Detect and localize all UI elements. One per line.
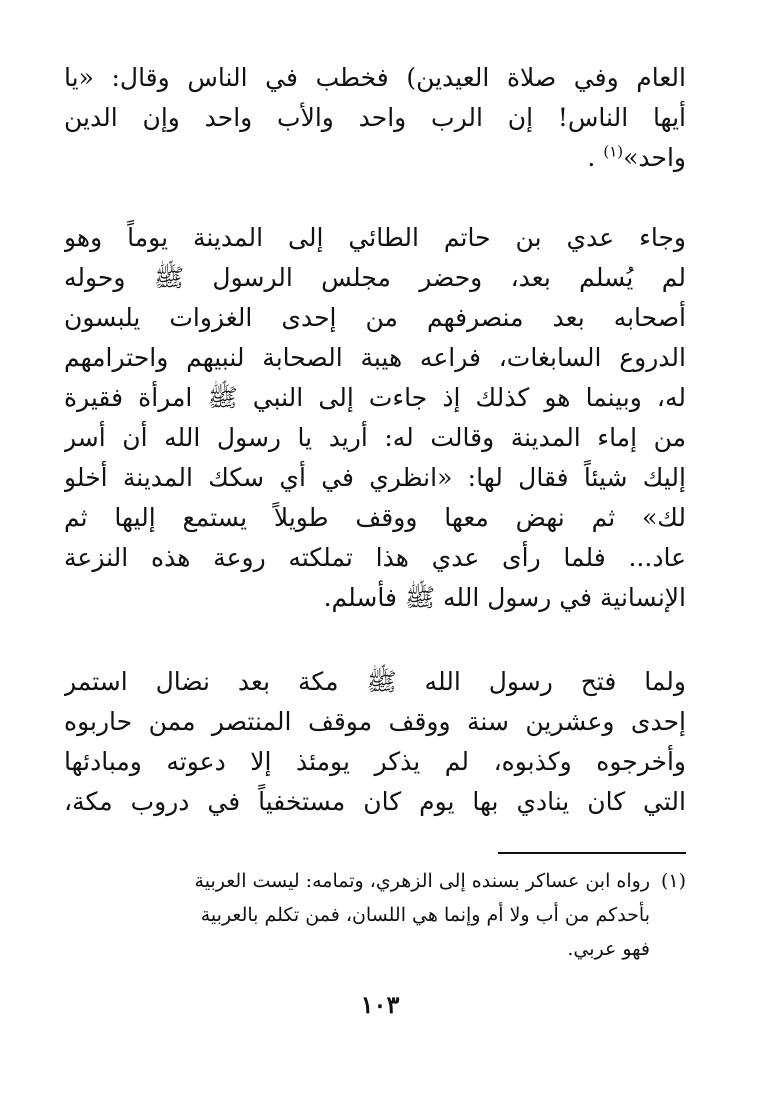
text-line: من إماء المدينة وقالت له: أريد يا رسول الله أن أسر	[64, 423, 686, 452]
text-line: وجاء عدي بن حاتم الطائي إلى المدينة يوماً وهو	[64, 223, 686, 252]
text-line: الإنسانية في رسول الله ﷺ فأسلم.	[323, 583, 686, 612]
page-number: ١٠٣	[360, 990, 400, 1019]
text-line: له، وبينما هو كذلك إذ جاءت إلى النبي ﷺ امرأة فقيرة	[64, 383, 686, 412]
footnote-line: فهو عربي.	[567, 938, 650, 960]
footnote-text: رواه ابن عساكر بسنده إلى الزهري، وتمامه: ليست العربية	[194, 870, 650, 892]
text-line: لم يُسلم بعد، وحضر مجلس الرسول ﷺ وحوله	[64, 263, 686, 292]
text-line: أصحابه بعد منصرفهم من إحدى الغزوات يلبسون	[64, 303, 686, 332]
text-line: إحدى وعشرين سنة ووقف موقف المنتصر ممن حاربوه	[64, 707, 686, 736]
paragraph-1	[64, 58, 686, 178]
text-line: إليك شيئاً فقال لها: «انظري في أي سكك المدينة أخلو	[64, 463, 686, 492]
text-line: عاد... فلما رأى عدي هذا تملكته روعة هذه النزعة	[64, 543, 686, 572]
line-tail: .	[587, 143, 596, 172]
text-line: أيها الناس! إن الرب واحد والأب واحد وإن الدين	[64, 103, 686, 132]
paragraph-2	[64, 218, 686, 618]
paragraph-3	[64, 662, 686, 822]
text-line: التي كان ينادي بها يوم كان مستخفياً في دروب مكة،	[64, 787, 686, 816]
text-line: الدروع السابغات، فراعه هيبة الصحابة لنبيهم واحترامهم	[64, 343, 686, 372]
footnote-divider	[498, 852, 686, 854]
footnote-line: بأحدكم من أب ولا أم وإنما هي اللسان، فمن تكلم بالعربية	[200, 904, 650, 926]
footnote-reference[interactable]: (١)	[603, 142, 624, 161]
text-line-content: واحد»	[623, 143, 686, 172]
text-line: لك» ثم نهض معها ووقف طويلاً يستمع إليها ثم	[64, 503, 686, 532]
footnote	[64, 864, 686, 966]
text-line: ولما فتح رسول الله ﷺ مكة بعد نضال استمر	[64, 667, 686, 696]
text-line: العام وفي صلاة العيدين) فخطب في الناس وقال: «يا	[64, 63, 686, 92]
footnote-marker: (١)	[660, 870, 686, 892]
text-line: وأخرجوه وكذبوه، لم يذكر يومئذ إلا دعوته ومبادئها	[64, 747, 686, 776]
text-line	[64, 138, 686, 178]
footnote-line	[64, 864, 686, 898]
